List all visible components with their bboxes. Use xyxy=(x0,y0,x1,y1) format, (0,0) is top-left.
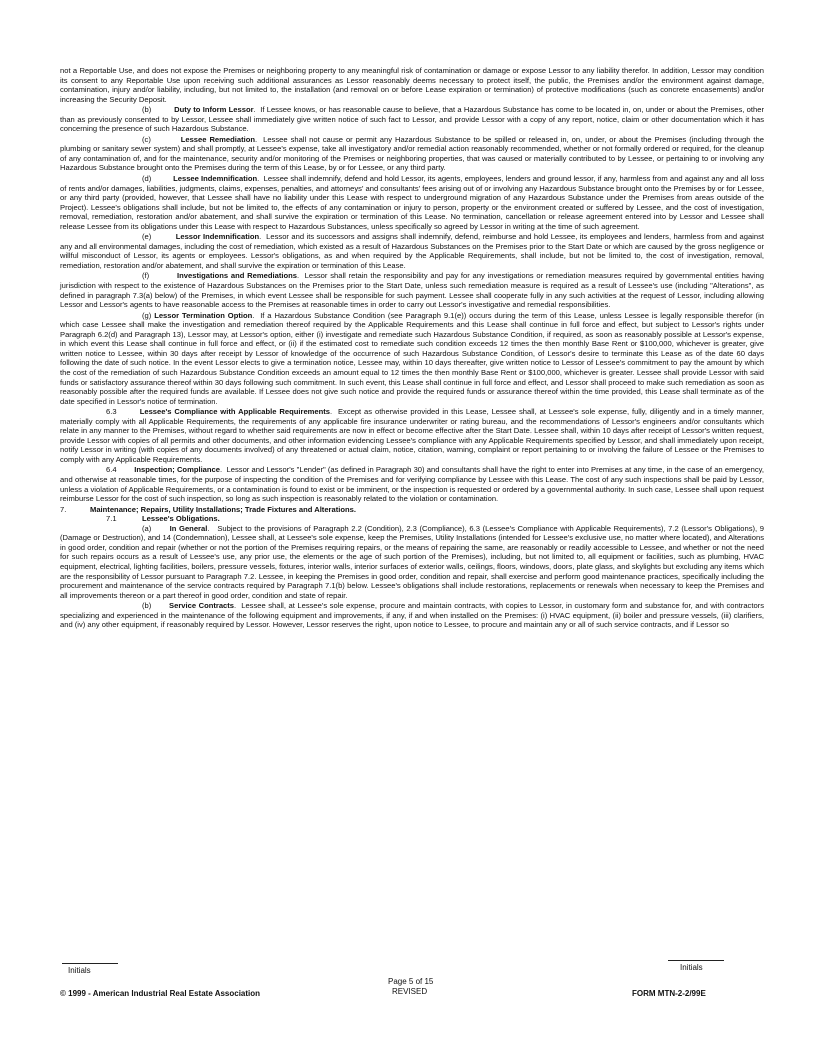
para-title: Lessee Indemnification xyxy=(173,174,258,184)
paragraph-6-4: 6.4 Inspection; Compliance. Lessor and Lessor's "Lender" (as defined in Paragraph 30) and consultants shall have the right to enter into Premises at any time, in the case of an emergency, and otherwise at reasonable times, for the purpose of inspecting the condition of the Premises and for verifying compliance by Lessee with this Lease. The cost of any such inspections shall be paid by Lessor, unless a violation of Applicable Requirements, or a contamination is found to exist or be imminent, or the inspection is requested or ordered by a governmental authority. In such case, Lessee shall upon request reimburse Lessor for the cost of such inspection, so long as such inspection is reasonably related to the violation or contamination. xyxy=(60,465,764,504)
para-label: (b) xyxy=(142,601,152,611)
page-number: Page 5 of 15 xyxy=(388,977,434,986)
para-label: 6.3 xyxy=(106,407,117,417)
para-label: (g) xyxy=(142,310,152,320)
paragraph-6-2-d: (d) Lessee Indemnification. Lessee shall indemnify, defend and hold Lessor, its agents, employees, lenders and ground lessor, if any, harmless from and against any and all loss of rents and/or damages, liabilities, judgments, claims, expenses, penalties, and attorneys' and consultants' fees arising out of or involving any Hazardous Substance brought onto the Premises by or for Lessee, or any third party (provided, however, that Lessee shall have no liability under this Lease with respect to underground migration of any Hazardous Substance under the Premises from areas outside of the Project). Lessee's obligations shall include, but not be limited to, the effects of any contamination or injury to person, property or the environment created or suffered by Lessee, and the cost of investigation, removal, remediation, restoration and/or abatement, and shall survive the expiration or termination of this Lease. No termination, cancellation or release agreement entered into by Lessor and Lessee shall release Lessee from its obligations under this Lease with respect to Hazardous Substances, unless specifically so agreed by Lessor in writing at the time of such agreement. xyxy=(60,174,764,231)
paragraph-6-3: 6.3 Lessee's Compliance with Applicable Requirements. Except as otherwise provided in this Lease, Lessee shall, at Lessee's sole expense, fully, diligently and in a timely manner, materially comply with all Applicable Requirements, the requirements of any applicable fire insurance underwriter or rating bureau, and the recommendations of Lessor's engineers and/or consultants which relate in any manner to the Premises, without regard to whether said requirements are now in effect or become effective after the Start Date. Lessee shall, within 10 days after receipt of Lessor's written request, provide Lessor with copies of all permits and other documents, and other information evidencing Lessee's compliance with any Applicable Requirements specified by Lessor, and shall immediately upon receipt, notify Lessor in writing (with copies of any documents involved) of any threatened or actual claim, notice, citation, warning, complaint or report pertaining to or involving the failure of Lessee or the Premises to comply with any Applicable Requirements. xyxy=(60,407,764,464)
para-text: Lessor and its successors and assigns shall indemnify, defend, reimburse and hold Lessee, its employees and lenders, harmless from and against any and all environmental damages, including the cost of remediation, which existed as a result of Hazardous Substances on the Premises prior to the Start Date or which are caused by the gross negligence or willful misconduct of Lessor, its agents or employees. Lessor's obligations, as and when required by the Applicable Requirements, shall include, but not be limited to, the cost of investigation, removal, remediation, restoration and/or abatement, and shall survive the expiration or termination of this Lease. xyxy=(60,232,764,270)
revised-label: REVISED xyxy=(392,987,428,996)
para-title: Lessor Termination Option xyxy=(154,310,253,320)
paragraph-intro: not a Reportable Use, and does not expose the Premises or neighboring property to any meaningful risk of contamination or damage or expose Lessor to any liability therefor. In addition, Lessor may condition its consent to any Reportable Use upon receiving such additional assurances as Lessor reasonably deems necessary to protect itself, the public, the Premises and/or the environment against damage, contamination, injury and/or liability, including, but not limited to, the installation (and removal on or before Lease expiration or termination) of protective modifications (such as concrete encasements) and/or increasing the Security Deposit. xyxy=(60,66,764,104)
para-text: Except as otherwise provided in this Lease, Lessee shall, at Lessee's sole expense, fully, diligently and in a timely manner, materially comply with all Applicable Requirements, the requirements of any applicable fire insurance underwriter or rating bureau, and the recommendations of Lessor's engineers and/or consultants which relate in any manner to the Premises, without regard to whether said requirements are now in effect or become effective after the Start Date. Lessee shall, within 10 days after receipt of Lessor's written request, provide Lessor with copies of all permits and other documents, and other information evidencing Lessee's compliance with any Applicable Requirements specified by Lessor, and shall immediately upon receipt, notify Lessor in writing (with copies of any documents involved) of any threatened or actual claim, notice, citation, warning, complaint or report pertaining to or involving the failure of Lessee or the Premises to comply with any Applicable Requirements. xyxy=(60,407,764,464)
paragraph-6-2-c: (c) Lessee Remediation. Lessee shall not cause or permit any Hazardous Substance to be spilled or released in, on, under, or about the Premises (including through the plumbing or sanitary sewer system) and shall promptly, at Lessee's expense, take all investigatory and/or remedial action reasonably recommended, whether or not formally ordered or required, for the cleanup of any contamination of, and for the maintenance, security and/or monitoring of the Premises or neighboring properties, that was caused or materially contributed to by Lessee, or pertaining to or involving any Hazardous Substance brought onto the Premises during the term of this Lease, by or for Lessee, or any third party. xyxy=(60,134,764,173)
section-number: 7. xyxy=(60,504,67,514)
section-7-heading xyxy=(60,505,764,515)
para-text: Lessee shall, at Lessee's sole expense, procure and maintain contracts, with copies to Lessor, in customary form and substance for, and with contractors specializing and experienced in the maintenance of the following equipment and improvements, if any, if and when installed on the Premises: (i) HVAC equipment, (ii) boiler and pressure vessels, (iii) clarifiers, and (iv) any other equipment, if reasonably required by Lessor. However, Lessor reserves the right, upon notice to Lessee, to procure and maintain any or all of such service contracts, and if Lessor so xyxy=(60,601,765,630)
initials-label-left: Initials xyxy=(68,966,91,975)
initials-line-right xyxy=(668,960,724,961)
para-text: Subject to the provisions of Paragraph 2.2 (Condition), 2.3 (Compliance), 6.3 (Lessee's Compliance with Applicable Requirements), 7.2 (Lessor's Obligations), 9 (Damage or Destruction), and 14 (Condemnation), Lessee shall, at Lessee's sole expense, keep the Premises, Utility Installations (intended for Lessee's exclusive use, no matter where located), and Alterations in good order, condition and repair (whether or not the portion of the Premises requiring repairs, or the means of repairing the same, are reasonably or readily accessible to Lessee, and whether or not the need for such repairs occurs as a result of Lessee's use, any prior use, the elements or the age of such portion of the Premises), including, but not limited to, all equipment or facilities, such as plumbing, HVAC equipment, electrical, lighting facilities, boilers, pressure vessels, fixtures, interior walls, interior surfaces of exterior walls, ceilings, floors, windows, doors, plate glass, and skylights but excluding any items which are the responsibility of Lessor pursuant to Paragraph 7.2. Lessee, in keeping the Premises in good order, condition and repair, shall exercise and perform good maintenance practices, specifically including the procurement and maintenance of the service contracts required by Paragraph 7.1(b) below. Lessee's obligations shall include restorations, replacements or renewals when necessary to keep the Premises and all improvements thereon or a part thereof in good order, condition and state of repair. xyxy=(60,523,764,600)
para-text: Lessee shall not cause or permit any Hazardous Substance to be spilled or released in, on, under, or about the Premises (including through the plumbing or sanitary sewer system) and shall promptly, at Lessee's expense, take all investigatory and/or remedial action reasonably recommended, whether or not formally ordered or required, for the cleanup of any contamination of, and for the maintenance, security and/or monitoring of the Premises or neighboring properties, that was caused or materially contributed to by Lessee, or pertaining to or involving any Hazardous Substance brought onto the Premises during the term of this Lease, by or for Lessee, or any third party. xyxy=(60,134,764,173)
para-label: (b) xyxy=(142,105,152,115)
section-title: Lessee's Obligations. xyxy=(142,514,220,524)
section-number: 7.1 xyxy=(106,514,117,524)
para-label: (d) xyxy=(142,174,152,184)
paragraph-6-2-f: (f) Investigations and Remediations. Lessor shall retain the responsibility and pay for any investigations or remediation measures required by governmental entities having jurisdiction with respect to the existence of Hazardous Substances on the Premises prior to the Start Date, unless such remediation measure is required as a result of Lessee's use (including "Alterations", as defined in paragraph 7.3(a) below) of the Premises, in which event Lessee shall be responsible for such payment. Lessee shall cooperate fully in any such activities at the request of Lessor, including allowing Lessor and Lessor's agents to have reasonable access to the Premises at reasonable times in order to carry out Lessor's investigative and remedial responsibilities. xyxy=(60,271,764,310)
paragraph-6-2-g: (g) Lessor Termination Option. If a Hazardous Substance Condition (see Paragraph 9.1(e)) occurs during the term of this Lease, unless Lessee is legally responsible therefor (in which case Lessee shall make the investigation and remediation thereof required by the Applicable Requirements and this Lease shall continue in full force and effect, but subject to Lessor's rights under Paragraph 6.2(d) and Paragraph 13), Lessor may, at Lessor's option, either (i) investigate and remediate such Hazardous Substance Condition, if required, as soon as reasonably possible at Lessor's expense, in which event this Lease shall continue in full force and effect, or (ii) if the estimated cost to remediate such condition exceeds 12 times the then monthly Base Rent or $100,000, whichever is greater, give written notice to Lessee, within 30 days after receipt by Lessor of knowledge of the occurrence of such Hazardous Substance Condition, of Lessor's desire to terminate this Lease as of the date 60 days following the date of such notice. In the event Lessor elects to give a termination notice, Lessee may, within 10 days thereafter, give written notice to Lessor of Lessee's commitment to pay the amount by which the cost of the remediation of such Hazardous Substance Condition exceeds an amount equal to 12 times the then monthly Base Rent or $100,000, whichever is greater. Lessee shall provide Lessor with said funds or satisfactory assurance thereof within 30 days following such commitment. In such event, this Lease shall continue in full force and effect, and Lessor shall proceed to make such remediation as soon as reasonably possible after the required funds are available. If Lessee does not give such notice and provide the required funds or assurance thereof within the time provided, this Lease shall terminate as of the date specified in Lessor's notice of termination. xyxy=(60,310,764,406)
para-title: Duty to Inform Lessor xyxy=(174,105,254,115)
para-text: Lessor and Lessor's "Lender" (as defined in Paragraph 30) and consultants shall have the right to enter into Premises at any time, in the case of an emergency, and otherwise at reasonable times, for the purpose of inspecting the condition of the Premises and for verifying compliance by Lessee with this Lease. The cost of any such inspections shall be paid by Lessor, unless a violation of Applicable Requirements, or a contamination is found to exist or be imminent, or the inspection is requested or ordered by a governmental authority. In such case, Lessee shall upon request reimburse Lessor for the cost of such inspection, so long as such inspection is reasonably related to the violation or contamination. xyxy=(60,465,764,504)
para-title: Lessor Indemnification xyxy=(175,232,260,242)
section-7-1-heading xyxy=(60,514,764,524)
para-title: Lessee Remediation xyxy=(180,134,256,144)
copyright-notice: © 1999 - American Industrial Real Estate Association xyxy=(60,989,261,998)
para-label: (a) xyxy=(142,523,152,533)
paragraph-6-2-b: (b) Duty to Inform Lessor. If Lessee knows, or has reasonable cause to believe, that a Hazardous Substance has come to be located in, on, under or about the Premises, other than as previously consented to by Lessor, Lessee shall immediately give written notice of such fact to Lessor, and provide Lessor with a copy of any report, notice, claim or other documentation which it has concerning the presence of such Hazardous Substance. xyxy=(60,105,764,134)
para-title: Investigations and Remediations xyxy=(177,271,297,281)
paragraph-6-2-e: (e) Lessor Indemnification. Lessor and its successors and assigns shall indemnify, defend, reimburse and hold Lessee, its employees and lenders, harmless from and against any and all environmental damages, including the cost of remediation, which existed as a result of Hazardous Substances on the Premises prior to the Start Date or which are caused by the gross negligence or willful misconduct of Lessor, its agents or employees. Lessor's obligations, as and when required by the Applicable Requirements, shall include, but not be limited to, the cost of investigation, removal, remediation, restoration and/or abatement, and shall survive the expiration or termination of this Lease. xyxy=(60,232,764,270)
initials-label-right: Initials xyxy=(680,963,703,972)
para-label: (f) xyxy=(142,271,150,281)
para-title: Inspection; Compliance xyxy=(134,465,220,475)
para-text: Lessor shall retain the responsibility and pay for any investigations or remediation measures required by governmental entities having jurisdiction with respect to the existence of Hazardous Substances on the Premises prior to the Start Date, unless such remediation measure is required as a result of Lessee's use (including "Alterations", as defined in paragraph 7.3(a) below) of the Premises, in which event Lessee shall be responsible for such payment. Lessee shall cooperate fully in any such activities at the request of Lessor, including allowing Lessor and Lessor's agents to have reasonable access to the Premises at reasonable times in order to carry out Lessor's investigative and remedial responsibilities. xyxy=(60,271,764,310)
para-label: (c) xyxy=(142,134,151,144)
para-title: Service Contracts xyxy=(169,601,235,611)
para-title: In General xyxy=(169,523,208,533)
section-title: Maintenance; Repairs, Utility Installations; Trade Fixtures and Alterations. xyxy=(90,504,356,514)
para-title: Lessee's Compliance with Applicable Requirements xyxy=(139,407,331,417)
para-label: (e) xyxy=(142,232,152,242)
initials-line-left xyxy=(62,963,118,964)
para-text: If a Hazardous Substance Condition (see Paragraph 9.1(e)) occurs during the term of this Lease, unless Lessee is legally responsible therefor (in which case Lessee shall make the investigation and remediation thereof required by the Applicable Requirements and this Lease shall continue in full force and effect, but subject to Lessor's rights under Paragraph 6.2(d) and Paragraph 13), Lessor may, at Lessor's option, either (i) investigate and remediate such Hazardous Substance Condition, if required, as soon as reasonably possible at Lessor's expense, in which event this Lease shall continue in full force and effect, or (ii) if the estimated cost to remediate such condition exceeds 12 times the then monthly Base Rent or $100,000, whichever is greater, give written notice to Lessee, within 30 days after receipt by Lessor of knowledge of the occurrence of such Hazardous Substance Condition, of Lessor's desire to terminate this Lease as of the date 60 days following the date of such notice. In the event Lessor elects to give a termination notice, Lessee may, within 10 days thereafter, give written notice to Lessor of Lessee's commitment to pay the amount by which the cost of the remediation of such Hazardous Substance Condition exceeds an amount equal to 12 times the then monthly Base Rent or $100,000, whichever is greater. Lessee shall provide Lessor with said funds or satisfactory assurance thereof within 30 days following such commitment. In such event, this Lease shall continue in full force and effect, and Lessor shall proceed to make such remediation as soon as reasonably possible after the required funds are available. If Lessee does not give such notice and provide the required funds or assurance thereof within the time provided, this Lease shall terminate as of the date specified in Lessor's notice of termination. xyxy=(60,310,764,406)
paragraph-7-1-b: (b) Service Contracts. Lessee shall, at Lessee's sole expense, procure and maintain contracts, with copies to Lessor, in customary form and substance for, and with contractors specializing and experienced in the maintenance of the following equipment and improvements, if any, if and when installed on the Premises: (i) HVAC equipment, (ii) boiler and pressure vessels, (iii) clarifiers, and (iv) any other equipment, if reasonably required by Lessor. However, Lessor reserves the right, upon notice to Lessee, to procure and maintain any or all of such service contracts, and if Lessor so xyxy=(60,601,765,630)
para-text: Lessee shall indemnify, defend and hold Lessor, its agents, employees, lenders and ground lessor, if any, harmless from and against any and all loss of rents and/or damages, liabilities, judgments, claims, expenses, penalties, and attorneys' and consultants' fees arising out of or involving any Hazardous Substance brought onto the Premises by or for Lessee, or any third party (provided, however, that Lessee shall have no liability under this Lease with respect to underground migration of any Hazardous Substance under the Premises from areas outside of the Project). Lessee's obligations shall include, but not be limited to, the effects of any contamination or injury to person, property or the environment created or suffered by Lessee, and the cost of investigation, removal, remediation, restoration and/or abatement, and shall survive the expiration or termination of this Lease. No termination, cancellation or release agreement entered into by Lessor and Lessee shall release Lessee from its obligations under this Lease with respect to Hazardous Substances, unless specifically so agreed by Lessor in writing at the time of such agreement. xyxy=(60,174,764,231)
para-text: If Lessee knows, or has reasonable cause to believe, that a Hazardous Substance has come to be located in, on, under or about the Premises, other than as previously consented to by Lessor, Lessee shall immediately give written notice of such fact to Lessor, and provide Lessor with a copy of any report, notice, claim or other documentation which it has concerning the presence of such Hazardous Substance. xyxy=(60,105,764,134)
document-body xyxy=(60,66,764,631)
form-number: FORM MTN-2-2/99E xyxy=(632,989,706,998)
paragraph-7-1-a: (a) In General. Subject to the provisions of Paragraph 2.2 (Condition), 2.3 (Compliance), 6.3 (Lessee's Compliance with Applicable Requirements), 7.2 (Lessor's Obligations), 9 (Damage or Destruction), and 14 (Condemnation), Lessee shall, at Lessee's sole expense, keep the Premises, Utility Installations (intended for Lessee's exclusive use, no matter where located), and Alterations in good order, condition and repair (whether or not the portion of the Premises requiring repairs, or the means of repairing the same, are reasonably or readily accessible to Lessee, and whether or not the need for such repairs occurs as a result of Lessee's use, any prior use, the elements or the age of such portion of the Premises), including, but not limited to, all equipment or facilities, such as plumbing, HVAC equipment, electrical, lighting facilities, boilers, pressure vessels, fixtures, interior walls, interior surfaces of exterior walls, ceilings, floors, windows, doors, plate glass, and skylights but excluding any items which are the responsibility of Lessor pursuant to Paragraph 7.2. Lessee, in keeping the Premises in good order, condition and repair, shall exercise and perform good maintenance practices, specifically including the procurement and maintenance of the service contracts required by Paragraph 7.1(b) below. Lessee's obligations shall include restorations, replacements or renewals when necessary to keep the Premises and all improvements thereon or a part thereof in good order, condition and state of repair. xyxy=(60,523,764,600)
para-label: 6.4 xyxy=(106,465,117,475)
